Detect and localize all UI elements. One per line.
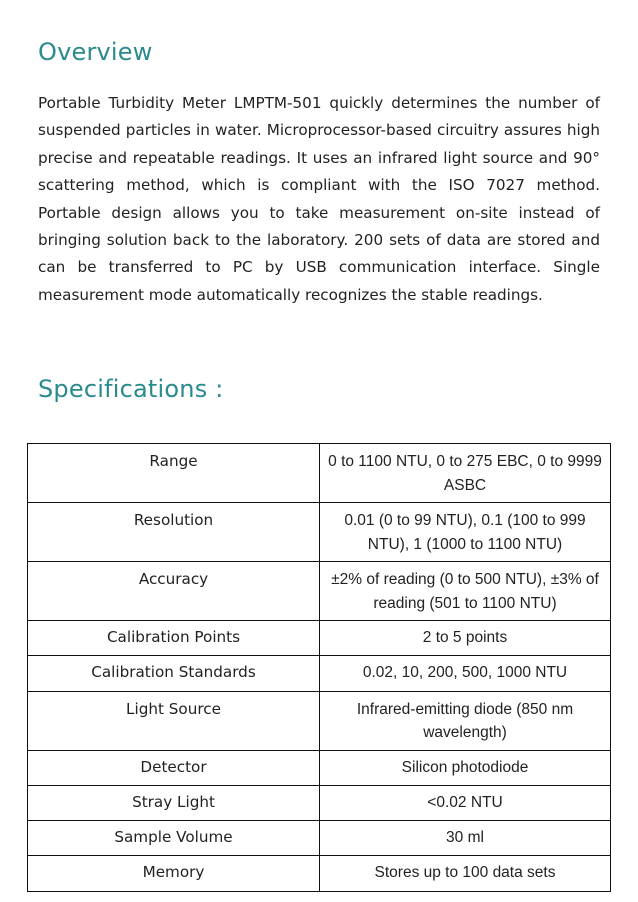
spec-label: Accuracy xyxy=(28,562,320,621)
spec-value: <0.02 NTU xyxy=(320,785,611,820)
spec-label: Resolution xyxy=(28,503,320,562)
table-row xyxy=(28,821,611,856)
table-row xyxy=(28,656,611,691)
table-row xyxy=(28,785,611,820)
spec-value: ±2% of reading (0 to 500 NTU), ±3% of reading (501 to 1100 NTU) xyxy=(320,562,611,621)
table-row xyxy=(28,503,611,562)
spec-label: Sample Volume xyxy=(28,821,320,856)
spec-label: Light Source xyxy=(28,691,320,750)
spec-value: 0 to 1100 NTU, 0 to 275 EBC, 0 to 9999 ASBC xyxy=(320,444,611,503)
spec-value: Stores up to 100 data sets xyxy=(320,856,611,891)
spec-label: Stray Light xyxy=(28,785,320,820)
table-row xyxy=(28,691,611,750)
spec-label: Range xyxy=(28,444,320,503)
specifications-heading: Specifications : xyxy=(38,375,224,403)
specifications-table xyxy=(27,443,611,892)
spec-label: Calibration Points xyxy=(28,621,320,656)
spec-value: 0.02, 10, 200, 500, 1000 NTU xyxy=(320,656,611,691)
spec-value: 0.01 (0 to 99 NTU), 0.1 (100 to 999 NTU), 1 (1000 to 1100 NTU) xyxy=(320,503,611,562)
overview-paragraph: Portable Turbidity Meter LMPTM-501 quickly determines the number of suspended particles in water. Microprocessor-based circuitry assures high precise and repeatable readings. It uses an infrared light source and 90° scattering method, which is compliant with the ISO 7027 method. Portable design allows you to take measurement on-site instead of bringing solution back to the laboratory. 200 sets of data are stored and can be transferred to PC by USB communication interface. Single measurement mode automatically recognizes the stable readings. xyxy=(38,94,600,304)
table-row xyxy=(28,750,611,785)
spec-label: Detector xyxy=(28,750,320,785)
table-row xyxy=(28,621,611,656)
overview-heading: Overview xyxy=(38,38,153,66)
table-row xyxy=(28,856,611,891)
spec-value: 30 ml xyxy=(320,821,611,856)
spec-label: Memory xyxy=(28,856,320,891)
spec-label: Calibration Standards xyxy=(28,656,320,691)
spec-value: Infrared-emitting diode (850 nm wavelength) xyxy=(320,691,611,750)
table-row xyxy=(28,562,611,621)
spec-value: 2 to 5 points xyxy=(320,621,611,656)
spec-value: Silicon photodiode xyxy=(320,750,611,785)
table-row xyxy=(28,444,611,503)
